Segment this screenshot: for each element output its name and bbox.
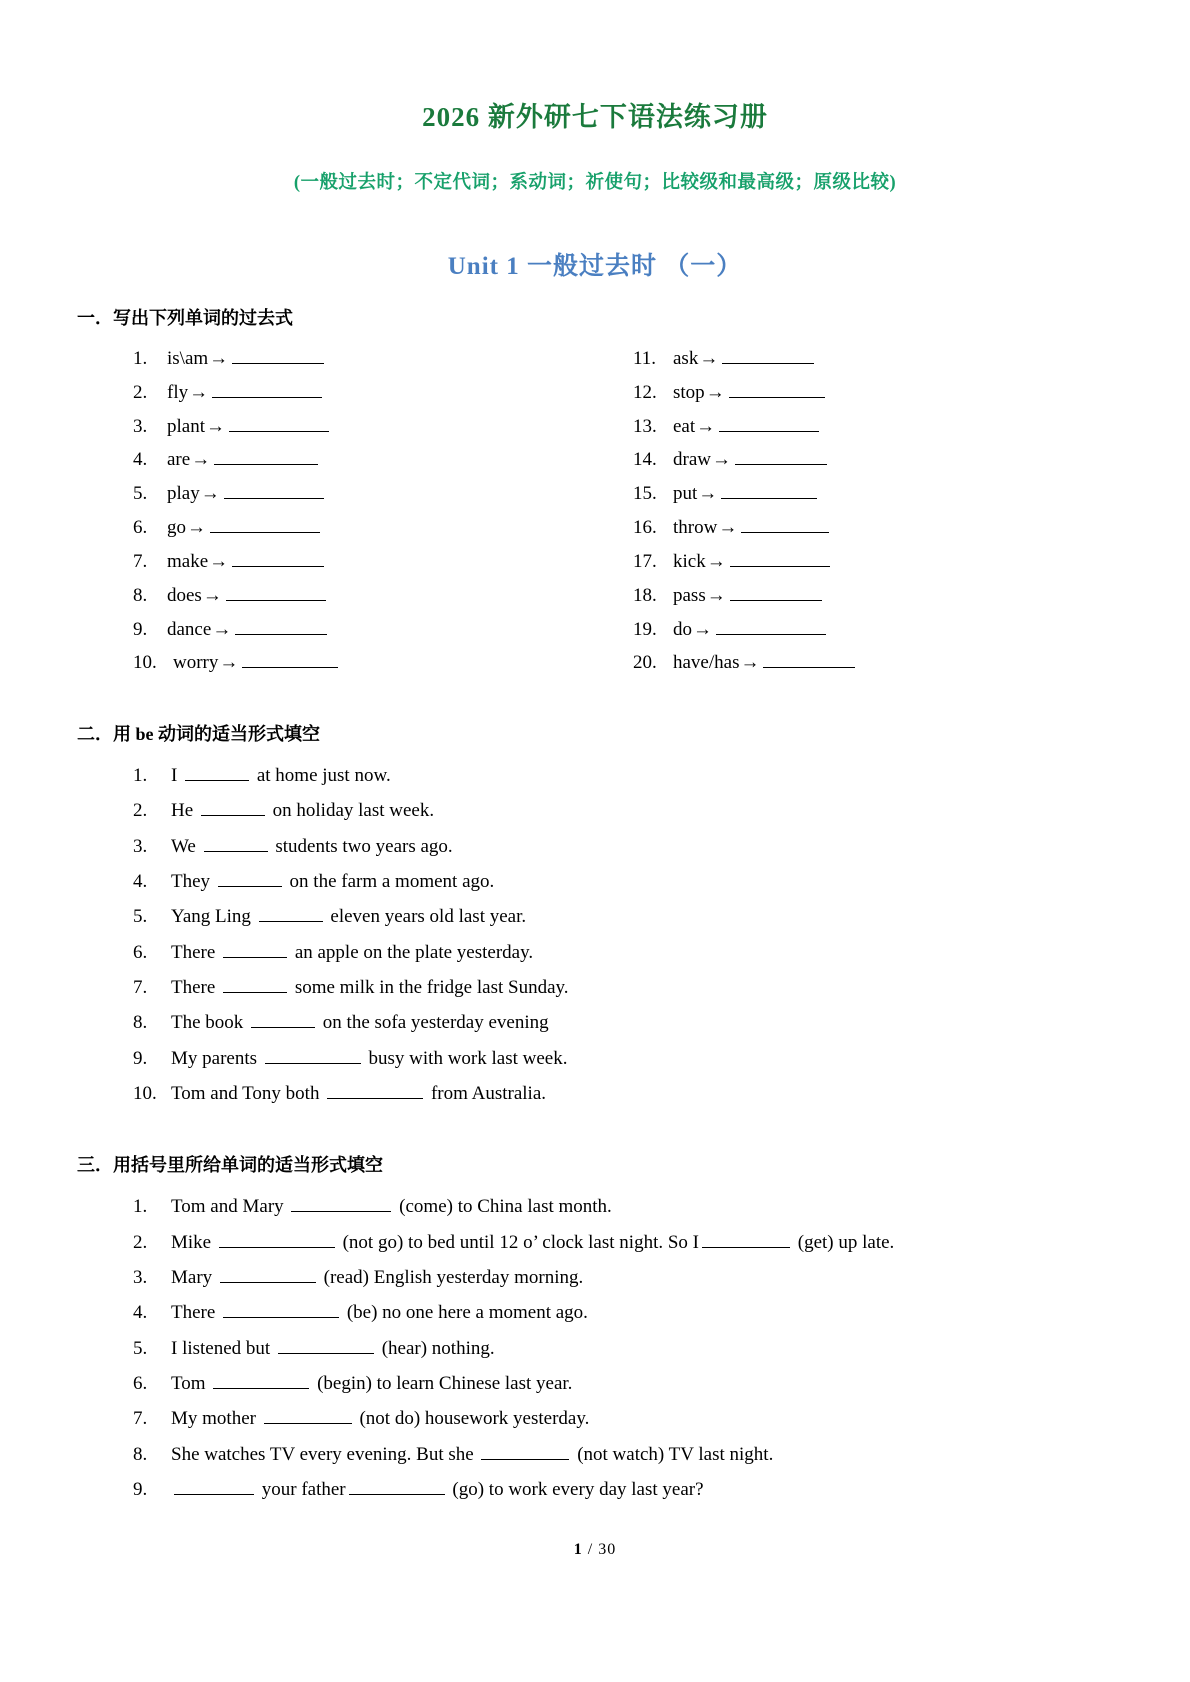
list-item — [133, 1295, 1115, 1330]
arrow-icon: → — [206, 415, 225, 437]
item-number: 12. — [633, 381, 657, 403]
item-number: 6. — [133, 517, 148, 539]
sentence-text: on the sofa yesterday evening — [318, 1012, 549, 1034]
answer-blank[interactable] — [223, 975, 287, 993]
sentence-text: (read) English yesterday morning. — [318, 1267, 584, 1289]
list-item — [133, 899, 1115, 934]
sentence — [171, 1437, 773, 1472]
list-item — [633, 579, 1115, 613]
item-number: 20. — [633, 652, 657, 674]
item-number: 4. — [133, 1302, 148, 1324]
sentence-text: eleven years old last year. — [325, 906, 527, 928]
arrow-icon: → — [219, 652, 239, 674]
sentence — [171, 1472, 704, 1507]
sentence — [171, 758, 391, 793]
answer-blank[interactable] — [349, 1477, 445, 1495]
sentence — [171, 970, 569, 1005]
sentence — [171, 1295, 588, 1330]
answer-blank[interactable] — [224, 481, 324, 499]
item-number: 6. — [133, 941, 148, 963]
list-item — [133, 1366, 1115, 1401]
item-number: 5. — [133, 1337, 148, 1359]
answer-blank[interactable] — [232, 549, 324, 567]
item-number: 3. — [133, 835, 148, 857]
item-number: 3. — [133, 1267, 148, 1289]
bracket-form-exercise — [75, 1189, 1115, 1507]
list-item — [633, 613, 1115, 647]
item-number: 17. — [633, 550, 657, 572]
verb-word: have/has — [673, 652, 740, 674]
answer-blank[interactable] — [251, 1010, 315, 1028]
item-number: 7. — [133, 977, 148, 999]
list-item — [133, 613, 595, 647]
answer-blank[interactable] — [729, 380, 825, 398]
answer-blank[interactable] — [229, 414, 329, 432]
list-item — [133, 1225, 1115, 1260]
arrow-icon: → — [693, 618, 712, 640]
item-number: 10. — [133, 1083, 157, 1105]
answer-blank[interactable] — [210, 515, 320, 533]
list-item — [133, 1076, 1115, 1111]
list-item — [633, 376, 1115, 410]
sentence-text: (come) to China last month. — [394, 1196, 612, 1218]
item-number: 2. — [133, 800, 148, 822]
item-number: 2. — [133, 381, 148, 403]
item-number: 5. — [133, 483, 148, 505]
answer-blank[interactable] — [214, 447, 318, 465]
sentence-text: There — [171, 941, 221, 963]
list-item — [133, 443, 595, 477]
sentence-text: I listened but — [171, 1337, 275, 1359]
sentence — [171, 1401, 589, 1436]
verb-word: worry — [173, 652, 219, 674]
arrow-icon: → — [212, 618, 232, 640]
list-item — [133, 1189, 1115, 1224]
sentence-text: They — [171, 871, 215, 893]
list-item — [633, 477, 1115, 511]
list-item — [133, 376, 595, 410]
sentence-text: (get) up late. — [793, 1231, 895, 1253]
item-number: 7. — [133, 550, 148, 572]
sentence-text: busy with work last week. — [363, 1047, 568, 1069]
answer-blank[interactable] — [327, 1081, 423, 1099]
item-number: 8. — [133, 584, 148, 606]
page-title: 2026 新外研七下语法练习册 — [422, 102, 768, 132]
item-number: 2. — [133, 1231, 148, 1253]
verb-word: are — [167, 449, 191, 471]
sentence-text: Mike — [171, 1231, 216, 1253]
answer-blank[interactable] — [185, 763, 249, 781]
list-item — [133, 579, 595, 613]
sentence-text: at home just now. — [252, 765, 391, 787]
item-number: 8. — [133, 1012, 148, 1034]
verb-word: stop — [673, 381, 705, 403]
arrow-icon: → — [209, 348, 229, 369]
past-tense-column-right — [595, 342, 1115, 680]
item-number: 9. — [133, 1479, 148, 1501]
item-number: 1. — [133, 765, 148, 787]
arrow-icon: → — [202, 584, 222, 606]
sentence-text: (not watch) TV last night. — [572, 1443, 774, 1465]
answer-blank[interactable] — [259, 904, 323, 922]
arrow-icon: → — [187, 517, 206, 539]
list-item — [133, 758, 1115, 793]
sentence-text: students two years ago. — [270, 835, 453, 857]
arrow-icon: → — [200, 483, 220, 505]
answer-blank[interactable] — [218, 869, 282, 887]
be-verb-exercise — [75, 758, 1115, 1111]
unit-title: Unit 1 一般过去时 （一） — [447, 253, 743, 280]
answer-blank[interactable] — [763, 650, 855, 668]
answer-blank[interactable] — [721, 481, 817, 499]
sentence-text: (begin) to learn Chinese last year. — [312, 1373, 573, 1395]
arrow-icon: → — [696, 415, 716, 437]
sentence — [171, 1076, 546, 1111]
answer-blank[interactable] — [201, 798, 265, 816]
item-number: 9. — [133, 1047, 148, 1069]
list-item — [133, 829, 1115, 864]
arrow-icon: → — [189, 381, 209, 403]
verb-word: throw — [673, 517, 718, 539]
sentence-text: (be) no one here a moment ago. — [342, 1302, 588, 1324]
item-number: 1. — [133, 1196, 148, 1218]
item-number: 4. — [133, 449, 148, 471]
list-item — [633, 545, 1115, 579]
sentence-text: your father — [257, 1479, 346, 1501]
item-number: 18. — [633, 584, 657, 606]
list-item — [633, 443, 1115, 477]
item-number: 15. — [633, 483, 657, 505]
answer-blank[interactable] — [278, 1336, 374, 1354]
arrow-icon: → — [705, 381, 725, 403]
answer-blank[interactable] — [174, 1477, 254, 1495]
sentence-text: There — [171, 1302, 221, 1324]
sentence — [171, 1366, 572, 1401]
item-number: 13. — [633, 415, 657, 437]
answer-blank[interactable] — [735, 447, 827, 465]
answer-blank[interactable] — [730, 583, 822, 601]
verb-word: fly — [167, 381, 189, 403]
sentence-text: Yang Ling — [171, 906, 256, 928]
sentence-text: on holiday last week. — [267, 800, 435, 822]
list-item — [133, 793, 1115, 828]
item-number: 16. — [633, 517, 657, 539]
arrow-icon: → — [706, 584, 726, 606]
sentence — [171, 1225, 894, 1260]
arrow-icon: → — [718, 517, 738, 539]
answer-blank[interactable] — [219, 1230, 335, 1248]
list-item — [133, 1260, 1115, 1295]
list-item — [133, 1437, 1115, 1472]
past-tense-exercise — [75, 342, 1115, 680]
sentence-text: She watches TV every evening. But she — [171, 1443, 479, 1465]
answer-blank[interactable] — [213, 1371, 309, 1389]
verb-word: do — [673, 618, 692, 640]
sentence-text: Tom and Tony both — [171, 1083, 325, 1105]
sentence-text: Mary — [171, 1267, 217, 1289]
answer-blank[interactable] — [226, 583, 326, 601]
item-number: 5. — [133, 906, 148, 928]
section-heading-1: 一．写出下列单词的过去式 — [77, 308, 293, 328]
answer-blank[interactable] — [291, 1194, 391, 1212]
list-item — [133, 646, 595, 680]
list-item — [633, 342, 1115, 376]
sentence-text: (go) to work every day last year? — [447, 1479, 704, 1501]
list-item — [133, 970, 1115, 1005]
sentence — [171, 1041, 567, 1076]
arrow-icon: → — [706, 550, 726, 572]
sentence-text: Tom and Mary — [171, 1196, 289, 1218]
list-item — [133, 511, 595, 545]
item-number: 9. — [133, 618, 148, 640]
item-number: 10. — [133, 652, 157, 674]
list-item — [633, 646, 1115, 680]
answer-blank[interactable] — [232, 346, 324, 364]
answer-blank[interactable] — [223, 940, 287, 958]
list-item — [133, 1041, 1115, 1076]
item-number: 11. — [633, 348, 657, 369]
answer-blank[interactable] — [235, 617, 327, 635]
sentence — [171, 1260, 583, 1295]
verb-word: does — [167, 584, 202, 606]
sentence-text: There — [171, 977, 221, 999]
answer-blank[interactable] — [212, 380, 322, 398]
list-item — [133, 1472, 1115, 1507]
page-subtitle: (一般过去时；不定代词；系动词；祈使句；比较级和最高级；原级比较) — [293, 173, 897, 193]
page-footer — [75, 1541, 1115, 1559]
verb-word: pass — [673, 584, 706, 606]
sentence — [171, 829, 453, 864]
sentence-text: We — [171, 835, 201, 857]
arrow-icon: → — [698, 483, 718, 505]
verb-word: plant — [167, 415, 205, 437]
section-heading-2: 二．用 be 动词的适当形式填空 — [77, 724, 320, 745]
arrow-icon: → — [740, 652, 760, 674]
item-number: 1. — [133, 348, 148, 369]
sentence-text: (not do) housework yesterday. — [354, 1408, 590, 1430]
sentence-text: He — [171, 800, 198, 822]
footer-page-number: 1 — [573, 1541, 583, 1559]
verb-word: go — [167, 517, 186, 539]
answer-blank[interactable] — [204, 834, 268, 852]
item-number: 4. — [133, 871, 148, 893]
section-heading-3: 三．用括号里所给单词的适当形式填空 — [77, 1155, 383, 1176]
list-item — [133, 1005, 1115, 1040]
arrow-icon: → — [191, 449, 211, 471]
sentence-text: I — [171, 765, 183, 787]
answer-blank[interactable] — [716, 617, 826, 635]
arrow-icon: → — [711, 449, 731, 471]
sentence — [171, 1005, 549, 1040]
arrow-icon: → — [699, 348, 719, 369]
sentence-text: (not go) to bed until 12 o’ clock last night. So I — [337, 1231, 699, 1253]
answer-blank[interactable] — [242, 650, 338, 668]
answer-blank[interactable] — [265, 1046, 361, 1064]
list-item — [133, 1331, 1115, 1366]
sentence-text: some milk in the fridge last Sunday. — [290, 977, 569, 999]
verb-word: put — [673, 483, 698, 505]
sentence — [171, 935, 533, 970]
list-item — [133, 545, 595, 579]
sentence-text: Tom — [171, 1373, 211, 1395]
sentence-text: (hear) nothing. — [376, 1337, 495, 1359]
arrow-icon: → — [209, 550, 229, 572]
sentence-text: The book — [171, 1012, 249, 1034]
list-item — [133, 864, 1115, 899]
sentence-text: My mother — [171, 1408, 261, 1430]
list-item — [133, 342, 595, 376]
verb-word: eat — [673, 415, 696, 437]
verb-word: kick — [673, 550, 706, 572]
item-number: 8. — [133, 1443, 148, 1465]
answer-blank[interactable] — [264, 1406, 352, 1424]
verb-word: make — [167, 550, 209, 572]
verb-word: play — [167, 483, 200, 505]
item-number: 3. — [133, 415, 148, 437]
sentence — [171, 864, 494, 899]
past-tense-column-left — [75, 342, 595, 680]
sentence-text: from Australia. — [426, 1083, 546, 1105]
answer-blank[interactable] — [223, 1300, 339, 1318]
answer-blank[interactable] — [481, 1442, 569, 1460]
item-number: 14. — [633, 449, 657, 471]
list-item — [133, 477, 595, 511]
footer-total-pages: 30 — [598, 1541, 617, 1559]
answer-blank[interactable] — [741, 515, 829, 533]
answer-blank[interactable] — [702, 1230, 790, 1248]
answer-blank[interactable] — [220, 1265, 316, 1283]
item-number: 6. — [133, 1373, 148, 1395]
list-item — [633, 410, 1115, 444]
sentence-text: on the farm a moment ago. — [284, 871, 495, 893]
item-number: 19. — [633, 618, 657, 640]
list-item — [633, 511, 1115, 545]
verb-word: is\am — [167, 348, 209, 369]
verb-word: dance — [167, 618, 212, 640]
sentence-text: an apple on the plate yesterday. — [290, 941, 534, 963]
list-item — [133, 410, 595, 444]
verb-word: draw — [673, 449, 711, 471]
sentence-text: My parents — [171, 1047, 262, 1069]
sentence — [171, 1189, 612, 1224]
answer-blank[interactable] — [719, 414, 819, 432]
item-number: 7. — [133, 1408, 148, 1430]
sentence — [171, 899, 526, 934]
answer-blank[interactable] — [730, 549, 830, 567]
list-item — [133, 1401, 1115, 1436]
footer-separator: / — [587, 1541, 594, 1559]
sentence — [171, 793, 434, 828]
sentence — [171, 1331, 495, 1366]
verb-word: ask — [673, 348, 699, 369]
list-item — [133, 935, 1115, 970]
answer-blank[interactable] — [722, 346, 814, 364]
